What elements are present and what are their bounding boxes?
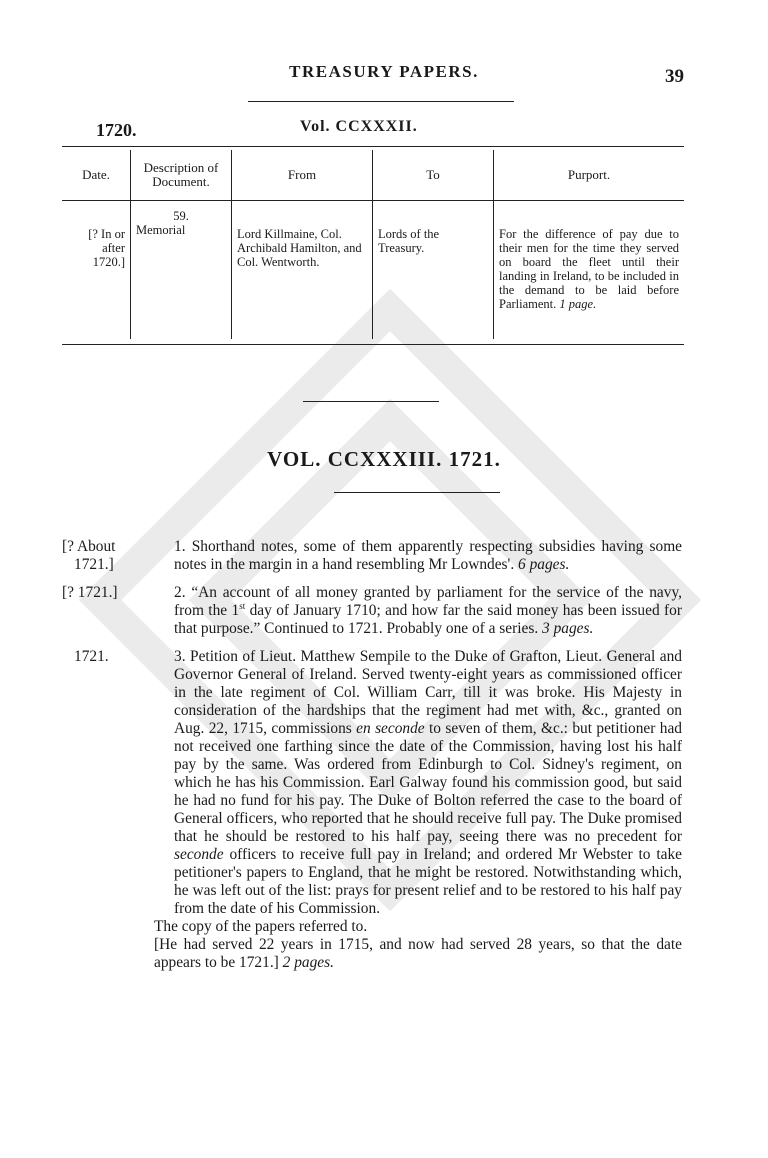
table-volume: Vol. CCXXXII.	[300, 118, 418, 135]
list-item	[62, 584, 682, 638]
entry-italic-word: seconde	[174, 846, 224, 863]
entry-body-part2: day of January 1710; and how far the said money has been issued for that purpose.” Continued to 1721. Probably one of a series.	[174, 602, 682, 637]
table-bottom-rule	[62, 344, 684, 345]
document-table	[62, 150, 684, 339]
table-row	[62, 201, 684, 340]
volume-heading: VOL. CCXXXIII. 1721.	[267, 447, 501, 471]
entry-body: 1. Shorthand notes, some of them apparently respecting subsidies having some notes in the margin in a hand resembling Mr Lowndes'.	[174, 538, 682, 573]
entry-paragraph-3: [He had served 22 years in 1715, and now had served 28 years, so that the date appears to be 1721.]	[154, 936, 682, 971]
entry-date	[62, 538, 142, 574]
list-item	[62, 648, 682, 972]
table-header-row	[62, 150, 684, 201]
entry-body-part1: 3. Petition of Lieut. Matthew Sempile to the Duke of Grafton, Lieut. General and Governor General of Ireland. Served twenty-eight years as commissioned officer in the late regiment of Col. William Carr, till it was broke. His Majesty in consideration of the hardships that the regiment had met with, &c., granted on Aug. 22, 1715, commissions	[174, 648, 682, 737]
row-doc-type: Memorial	[136, 223, 186, 237]
header-description: Description of Document.	[131, 150, 232, 201]
row-purport	[494, 201, 685, 340]
page-number: 39	[665, 66, 684, 87]
entry-date-line1: 1721.	[74, 648, 109, 665]
entry-superscript: st	[239, 600, 246, 611]
row-to-text: Lords of the Treasury.	[378, 227, 440, 255]
entry-body-part2: to seven of them, &c.: but petitioner had not received one farthing since the date of the Commission, having lost his half pay by the same. Was ordered from Edinburgh to Col. Sidney's regiment, on which he has his Commission. Earl Galway found his commission good, but said he had no fund for his pay. The Duke of Bolton referred the case to the board of General officers, who reported that he should receive full pay. The Duke promised that he should be restored to his half pay, seeing there was no precedent for	[174, 720, 682, 845]
row-doc-number: 59.	[173, 209, 189, 223]
running-head: TREASURY PAPERS.	[289, 62, 479, 81]
entry-text	[142, 648, 682, 972]
volume-heading-rule	[334, 492, 500, 493]
entry-paragraph-2: The copy of the papers referred to.	[154, 918, 368, 935]
entry-body-part1: 2. “An account of all money granted by parliament for the service of the navy, from the 1	[174, 584, 682, 619]
entry-date	[62, 584, 142, 638]
entry-date-line2: 1721.]	[74, 556, 114, 573]
entry-pages: 3 pages.	[542, 620, 594, 637]
header-from: From	[232, 150, 373, 201]
entry-date-line1: [? 1721.]	[62, 584, 118, 601]
entry-date-line1: [? About	[62, 538, 116, 555]
row-to	[373, 201, 494, 340]
row-from-text: Lord Killmaine, Col. Archibald Hamilton, and Col. Wentworth.	[237, 227, 362, 269]
entry-pages: 2 pages.	[282, 954, 334, 971]
header-purport: Purport.	[494, 150, 685, 201]
entry-date	[62, 648, 142, 972]
entry-pages: 6 pages.	[518, 556, 570, 573]
row-date-line2: after 1720.]	[92, 241, 125, 269]
row-purport-body: For the difference of pay due to their men for the time they served on board the fleet until their landing in Ireland, to be included in the demand to be laid before Parliament.	[499, 227, 679, 311]
row-date	[62, 201, 131, 340]
row-from	[232, 201, 373, 340]
entry-text	[142, 538, 682, 574]
row-purport-pages: 1 page.	[559, 297, 597, 311]
header-to: To	[373, 150, 494, 201]
table-top-rule	[62, 146, 684, 147]
entries-list	[62, 538, 682, 982]
entry-body-part3: officers to receive full pay in Ireland; and ordered Mr Webster to take petitioner's papers to England, that he might be restored. Notwithstanding which, he was left out of the list: prays for present relief and to be restored to his half pay from the date of his Commission.	[174, 846, 682, 917]
entry-text	[142, 584, 682, 638]
table-year: 1720.	[96, 120, 137, 140]
entry-italic-phrase: en seconde	[356, 720, 425, 737]
list-item	[62, 538, 682, 574]
header-rule	[248, 101, 514, 102]
section-divider	[303, 401, 439, 402]
row-date-line1: [? In or	[88, 227, 125, 241]
header-date: Date.	[62, 150, 131, 201]
row-description	[131, 201, 232, 340]
row-purport-text	[499, 227, 679, 311]
